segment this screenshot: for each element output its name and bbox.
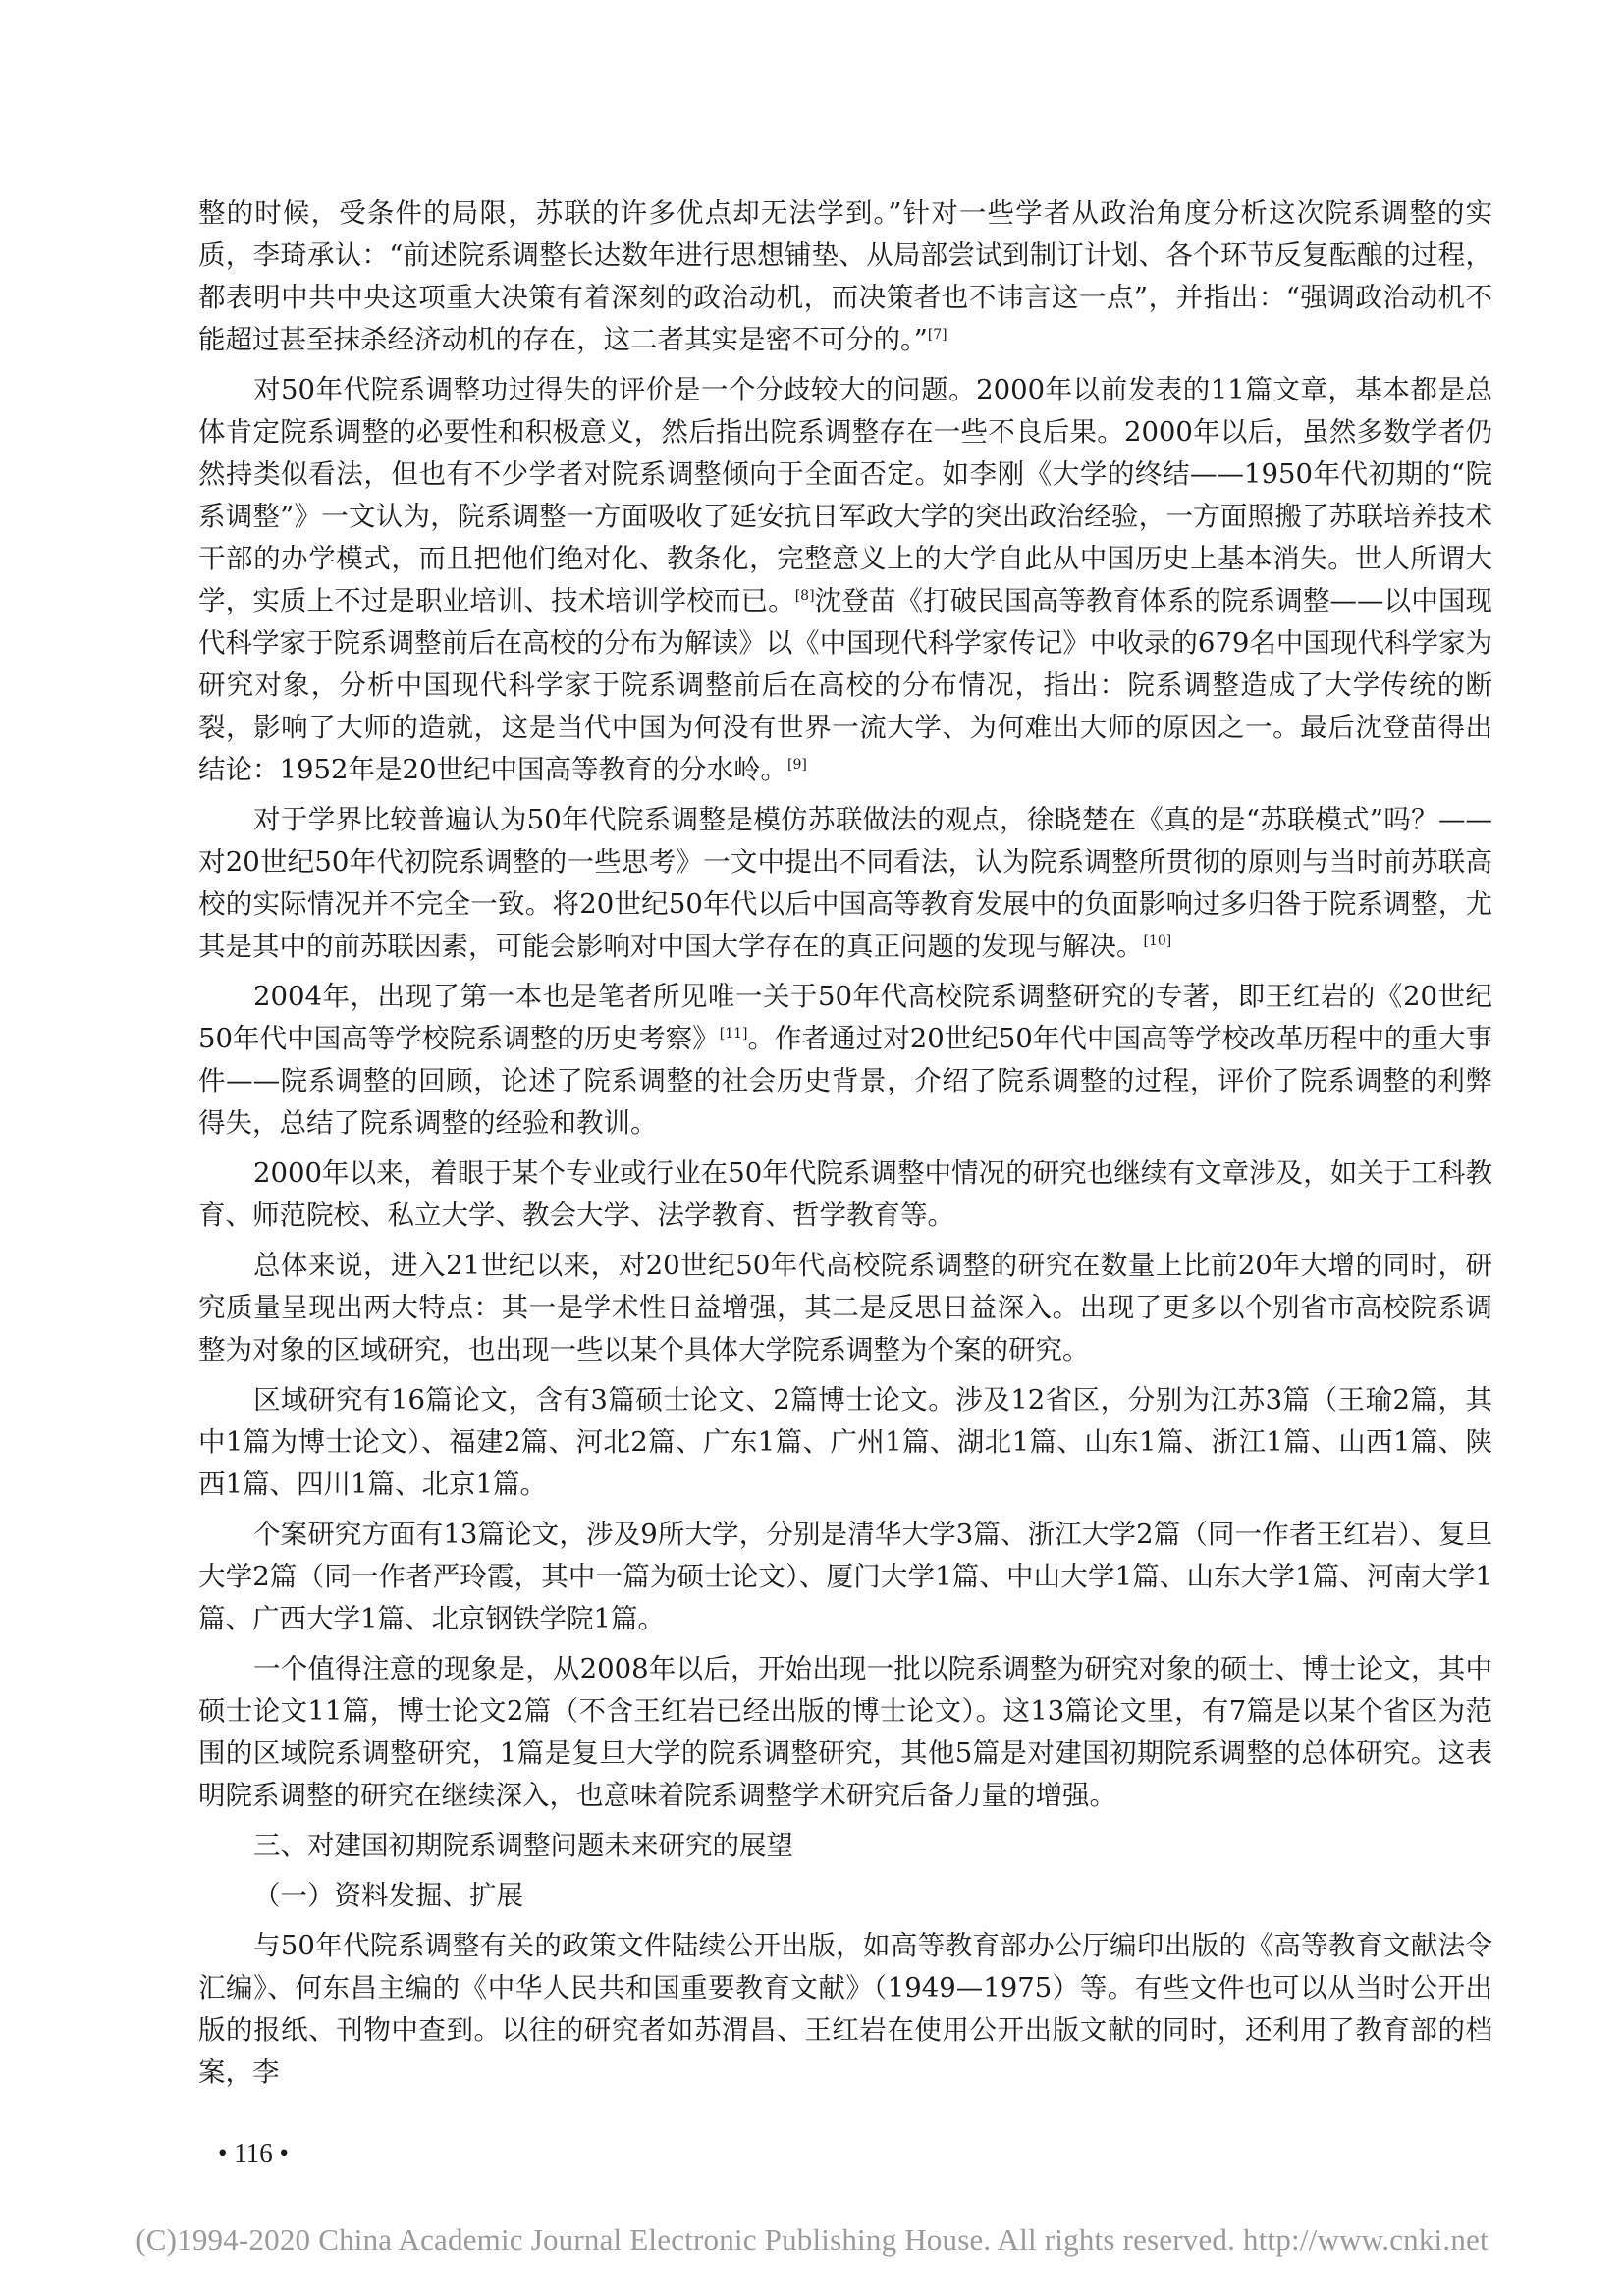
citation-ref: [11] [719, 1025, 748, 1041]
paragraph-text: 整的时候，受条件的局限，苏联的许多优点却无法学到。”针对一些学者从政治角度分析这次院系调整的实质，李琦承认：“前述院系调整长达数年进行思想铺垫、从局部尝试到制订计划、各个环节反复酝酿的过程，都表明中共中央这项重大决策有着深刻的政治动机，而决策者也不讳言这一点”，并指出：“强调政治动机不能超过甚至抹杀经济动机的存在，这二者其实是密不可分的。” [198, 197, 1492, 355]
paragraph-text: 2000年以来，着眼于某个专业或行业在50年代院系调整中情况的研究也继续有文章涉及，如关于工科教育、师范院校、私立大学、教会大学、法学教育、哲学教育等。 [198, 1157, 1492, 1231]
paragraph: 与50年代院系调整有关的政策文件陆续公开出版，如高等教育部办公厅编印出版的《高等教育文献法令汇编》、何东昌主编的《中华人民共和国重要教育文献》（1949—1975）等。有些文件也可以从当时公开出版的报纸、刊物中查到。以往的研究者如苏渭昌、王红岩在使用公开出版文献的同时，还利用了教育部的档案，李 [198, 1930, 1492, 2088]
paragraph [198, 1152, 1492, 1237]
paragraph [198, 976, 1492, 1145]
citation-ref: [8] [794, 587, 815, 604]
citation-ref: [9] [786, 756, 807, 773]
paragraph [198, 369, 1492, 791]
paragraph-text: 2004年，出现了第一本也是笔者所见唯一关于50年代高校院系调整研究的专著，即王红岩的《20世纪50年代中国高等学校院系调整的历史考察》 [198, 981, 1492, 1054]
citation-ref: [10] [1143, 933, 1172, 949]
paragraph [198, 192, 1492, 361]
paragraph [198, 799, 1492, 968]
citation-ref: [7] [927, 326, 947, 343]
paragraph-text: 总体来说，进入21世纪以来，对20世纪50年代高校院系调整的研究在数量上比前20年大增的同时，研究质量呈现出两大特点：其一是学术性日益增强，其二是反思日益深入。出现了更多以个别省市高校院系调整为对象的区域研究，也出现一些以某个具体大学院系调整为个案的研究。 [198, 1250, 1492, 1365]
paragraph [198, 1648, 1492, 1817]
section-heading: 三、对建国初期院系调整问题未来研究的展望 [253, 1830, 793, 1861]
paragraph-text: 一个值得注意的现象是，从2008年以后，开始出现一批以院系调整为研究对象的硕士、博士论文，其中硕士论文11篇，博士论文2篇（不含王红岩已经出版的博士论文）。这13篇论文里，有7篇是以某个省区为范围的区域院系调整研究，1篇是复旦大学的院系调整研究，其他5篇是对建国初期院系调整的总体研究。这表明院系调整的研究在继续深入，也意味着院系调整学术研究后备力量的增强。 [198, 1653, 1492, 1811]
paragraph-text: 个案研究方面有13篇论文，涉及9所大学，分别是清华大学3篇、浙江大学2篇（同一作者王红岩）、复旦大学2篇（同一作者严玲霞，其中一篇为硕士论文）、厦门大学1篇、中山大学1篇、山东大学1篇、河南大学1篇、广西大学1篇、北京钢铁学院1篇。 [198, 1519, 1492, 1634]
paragraph-text: 对于学界比较普遍认为50年代院系调整是模仿苏联做法的观点，徐晓楚在《真的是“苏联模式”吗？——对20世纪50年代初院系调整的一些思考》一文中提出不同看法，认为院系调整所贯彻的原则与当时前苏联高校的实际情况并不完全一致。将20世纪50年代以后中国高等教育发展中的负面影响过多归咎于院系调整，尤其是其中的前苏联因素，可能会影响对中国大学存在的真正问题的发现与解决。 [198, 804, 1492, 962]
paragraph [198, 1514, 1492, 1640]
article-body [198, 192, 1492, 2102]
page-number: • 116 • [218, 2138, 289, 2167]
paragraph-text: 。作者通过对20世纪50年代中国高等学校改革历程中的重大事件——院系调整的回顾，论述了院系调整的社会历史背景，介绍了院系调整的过程，评价了院系调整的利弊得失，总结了院系调整的经验和教训。 [198, 1023, 1493, 1139]
paragraph [198, 1379, 1492, 1506]
paragraph-text: 沈登苗《打破民国高等教育体系的院系调整——以中国现代科学家于院系调整前后在高校的分布为解读》以《中国现代科学家传记》中收录的679名中国现代科学家为研究对象，分析中国现代科学家于院系调整前后在高校的分布情况，指出：院系调整造成了大学传统的断裂，影响了大师的造就，这是当代中国为何没有世界一流大学、为何难出大师的原因之一。最后沈登苗得出结论：1952年是20世纪中国高等教育的分水岭。 [198, 585, 1492, 785]
paragraph [198, 1245, 1492, 1371]
paragraph-text: 区域研究有16篇论文，含有3篇硕士论文、2篇博士论文。涉及12省区，分别为江苏3篇（王瑜2篇，其中1篇为博士论文）、福建2篇、河北2篇、广东1篇、广州1篇、湖北1篇、山东1篇、浙江1篇、山西1篇、陕西1篇、四川1篇、北京1篇。 [198, 1384, 1492, 1500]
paragraph-text: 对50年代院系调整功过得失的评价是一个分歧较大的问题。2000年以前发表的11篇文章，基本都是总体肯定院系调整的必要性和积极意义，然后指出院系调整存在一些不良后果。2000年以后，虽然多数学者仍然持类似看法，但也有不少学者对院系调整倾向于全面否定。如李刚《大学的终结——1950年代初期的“院系调整”》一文认为，院系调整一方面吸收了延安抗日军政大学的突出政治经验，一方面照搬了苏联培养技术干部的办学模式，而且把他们绝对化、教条化，完整意义上的大学自此从中国历史上基本消失。世人所谓大学，实质上不过是职业培训、技术培训学校而已。 [198, 374, 1492, 616]
copyright-footer: (C)1994-2020 China Academic Journal Electronic Publishing House. All rights reserved. http://www.cnki.net [135, 2222, 1489, 2257]
subsection-heading: （一）资料发掘、扩展 [253, 1880, 523, 1911]
